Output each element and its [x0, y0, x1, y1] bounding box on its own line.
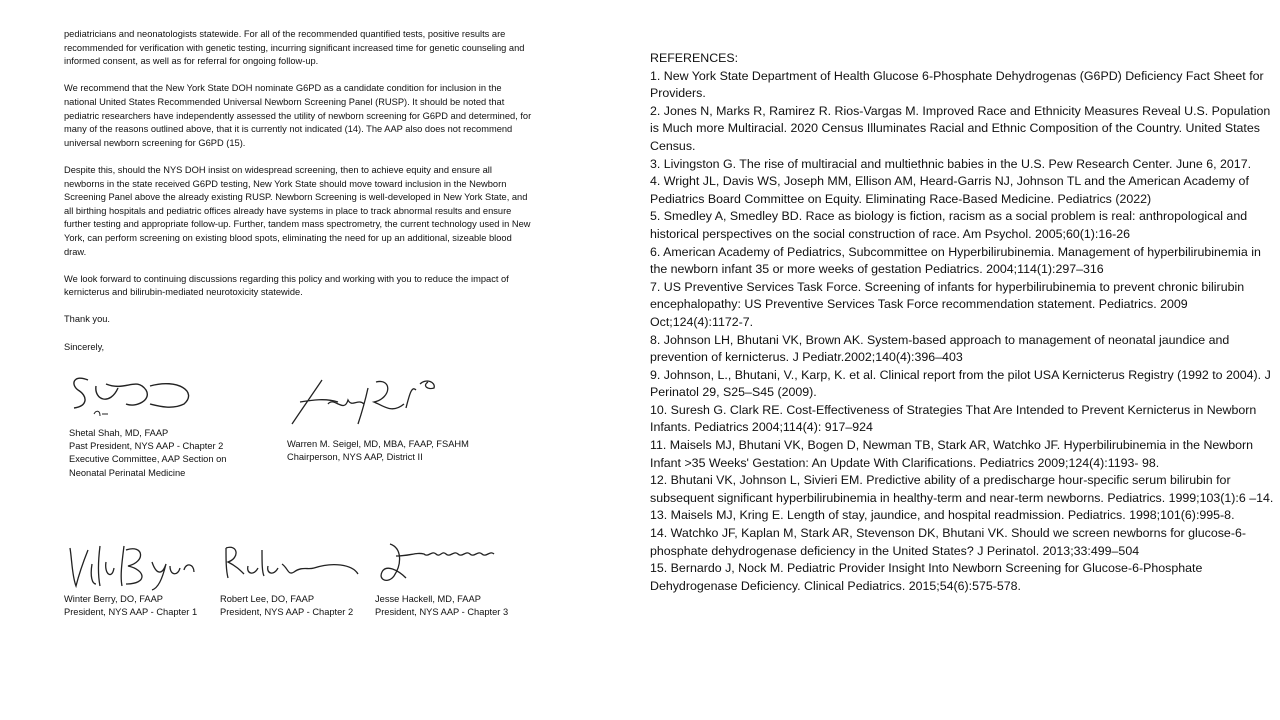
- signatory-shah: [69, 427, 226, 480]
- signature-lee: [222, 540, 362, 586]
- signatory-name: Jesse Hackell, MD, FAAP: [375, 594, 481, 604]
- reference-item: 11. Maisels MJ, Bhutani VK, Bogen D, Newman TB, Stark AR, Watchko JF. Hyperbilirubinemia in the Newborn Infant >35 Weeks' Gestation: An Update With Clarifications. Pediatrics 2009;124(4):1193- 98.: [650, 438, 1254, 470]
- signatory-hackell: [375, 593, 508, 619]
- signatory-title: Executive Committee, AAP Section on: [69, 454, 227, 465]
- reference-item: 10. Suresh G. Clark RE. Cost-Effectiveness of Strategies That Are Intended to Prevent Kernicterus in Newborn Infants. Pediatrics 2004;114(4): 917–924: [650, 402, 1257, 435]
- letter-paragraph: We look forward to continuing discussions regarding this policy and working with you to reduce the impact of kernicterus and bilirubin-mediated neurotoxicity statewide.: [64, 273, 509, 298]
- signatory-seigel: [287, 438, 469, 464]
- reference-item: 6. American Academy of Pediatrics, Subcommittee on Hyperbilirubinemia. Management of hyperbilirubinemia in the newborn infant 35 or more weeks of gestation Pediatrics. 2004;114(1):297–316: [650, 244, 1261, 277]
- reference-item: 3. Livingston G. The rise of multiracial and multiethnic babies in the U.S. Pew Research Center. June 6, 2017.: [650, 156, 1252, 171]
- signatory-name: Warren M. Seigel, MD, MBA, FAAP, FSAHM: [287, 439, 469, 449]
- reference-item: 7. US Preventive Services Task Force. Screening of infants for hyperbilirubinemia to prevent chronic bilirubin encephalopathy: US Preventive Services Task Force recommendation statement. Pediatrics. 2009 Oct;124(4):1172-7.: [650, 279, 1245, 329]
- reference-item: 4. Wright JL, Davis WS, Joseph MM, Ellison AM, Heard-Garris NJ, Johnson TL and the American Academy of Pediatrics Board Committee on Equity. Eliminating Race-Based Medicine. Pediatrics (2022): [650, 174, 1249, 206]
- letter-paragraph: Despite this, should the NYS DOH insist on widespread screening, then to achieve equity and ensure all newborns in the state received G6PD testing, New York State should move toward inclusion in the Newborn Screening Panel above the already existing RUSP. Newborn Screening is well-developed in New York State, and all birthing hospitals and pediatric offices already have systems in place to track abnormal results and ensure further testing and appropriate follow-up. Further, tandem mass spectrometry, the current technology used in New York, can perform screening on existing blood spots, eliminating the need for up an additional, sizeable blood draw.: [64, 164, 531, 257]
- thank-you-line: Thank you.: [64, 314, 110, 325]
- letter-paragraph: We recommend that the New York State DOH nominate G6PD as a candidate condition for inclusion in the national United States Recommended Universal Newborn Screening Panel (RUSP). It should be noted that pediatric researchers have independently assessed the utility of newborn screening for G6PD and determined, for many of the reasons outlined above, that it is currently not indicated (14). The AAP also does not recommend universal newborn screening for G6PD (15).: [64, 83, 532, 148]
- closing-line: Sincerely,: [64, 341, 105, 352]
- reference-item: 14. Watchko JF, Kaplan M, Stark AR, Stevenson DK, Bhutani VK. Should we screen newborns for glucose-6-phosphate dehydrogenase deficiency in the United States? J Perinatol. 2013;33:499–504: [650, 526, 1246, 558]
- reference-item: 5. Smedley A, Smedley BD. Race as biology is fiction, racism as a social problem is real: anthropological and historical perspectives on the social construction of race. Am Psychol. 2005;60(1):16-26: [650, 209, 1248, 241]
- signature-shah: [66, 370, 196, 425]
- reference-item: 8. Johnson LH, Bhutani VK, Brown AK. System-based approach to management of neonatal jaundice and prevention of kernicterus. J Pediatr.2002;140(4):396–403: [650, 332, 1230, 365]
- letter-body: [64, 28, 534, 354]
- signatory-title: President, NYS AAP - Chapter 3: [375, 607, 509, 618]
- reference-item: 2. Jones N, Marks R, Ramirez R. Rios-Vargas M. Improved Race and Ethnicity Measures Reveal U.S. Population is Much more Multiracial. 2020 Census Illuminates Racial and Ethnic Composition of the Country. United States Census.: [650, 103, 1271, 153]
- signatory-title: President, NYS AAP - Chapter 1: [64, 607, 198, 618]
- reference-item: 13. Maisels MJ, Kring E. Length of stay, jaundice, and hospital readmission. Pediatrics. 1998;101(6):995-8.: [650, 508, 1235, 523]
- signatory-name: Winter Berry, DO, FAAP: [64, 594, 164, 604]
- reference-item: 9. Johnson, L., Bhutani, V., Karp, K. et al. Clinical report from the pilot USA Kernicterus Registry (1992 to 2004). J Perinatol 29, S25–S45 (2009).: [650, 367, 1271, 400]
- signatory-title: Neonatal Perinatal Medicine: [69, 467, 186, 478]
- references-heading: REFERENCES:: [650, 51, 739, 65]
- signatory-berry: [64, 593, 197, 619]
- signatory-title: President, NYS AAP - Chapter 2: [220, 607, 354, 618]
- signatory-title: Chairperson, NYS AAP, District II: [287, 452, 423, 463]
- signatory-lee: [220, 593, 353, 619]
- reference-item: 15. Bernardo J, Nock M. Pediatric Provider Insight Into Newborn Screening for Glucose-6-Phosphate Dehydrogenase Deficiency. Clinical Pediatrics. 2015;54(6):575-578.: [650, 561, 1203, 593]
- signatory-name: Shetal Shah, MD, FAAP: [69, 428, 169, 438]
- reference-item: 12. Bhutani VK, Johnson L, Sivieri EM. Predictive ability of a predischarge hour-specific serum bilirubin for subsequent significant hyperbilirubinemia in healthy-term and near-term newborns. Pediatrics. 1999;103(1):6 –14.: [650, 473, 1274, 505]
- signatory-name: Robert Lee, DO, FAAP: [220, 594, 315, 604]
- signature-seigel: [288, 374, 443, 430]
- references-section: [650, 50, 1275, 595]
- signature-hackell: [376, 538, 498, 588]
- reference-item: 1. New York State Department of Health Glucose 6-Phosphate Dehydrogenas (G6PD) Deficiency Fact Sheet for Providers.: [650, 68, 1264, 101]
- letter-paragraph: pediatricians and neonatologists statewide. For all of the recommended quantified tests, positive results are recommended for verification with genetic testing, incurring significant increased time for genetic counseling and informed consent, as well as for referral for ongoing follow-up.: [64, 29, 525, 67]
- signature-berry: [66, 540, 206, 592]
- signatory-title: Past President, NYS AAP - Chapter 2: [69, 441, 224, 452]
